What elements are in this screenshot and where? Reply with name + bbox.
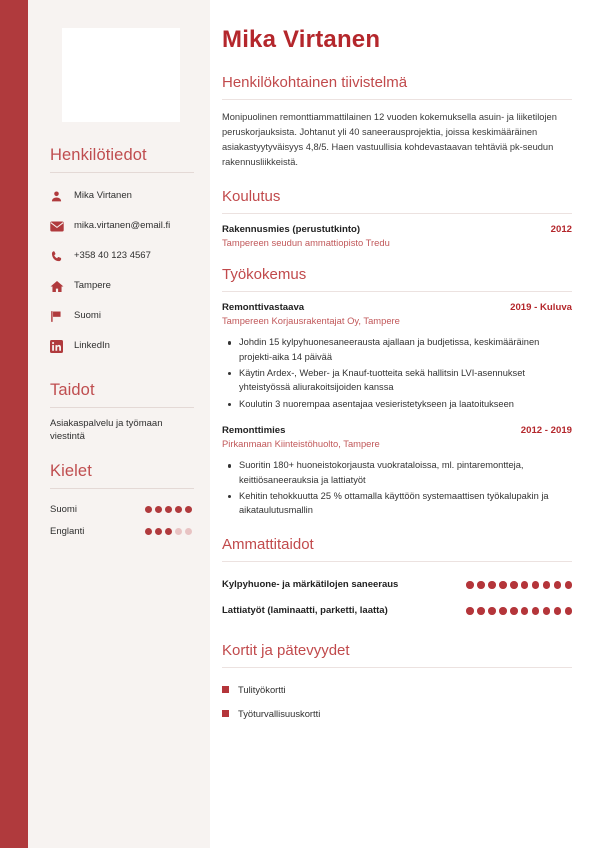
person-icon [50, 190, 72, 203]
certificate-label: Työturvallisuuskortti [238, 708, 321, 720]
section-experience [222, 266, 572, 518]
rating-dot-empty [175, 528, 182, 535]
section-divider-professional-skills [222, 561, 572, 562]
home-icon [50, 280, 72, 293]
section-heading-professional-skills: Ammattitaidot [222, 535, 314, 553]
list-item: Suoritin 180+ huoneistokorjausta vuokrataloissa, ml. pintaremontteja, keittiösaneerauksia ja lattiatyöt [222, 458, 572, 487]
section-divider-education [222, 213, 572, 214]
section-divider-summary [222, 99, 572, 100]
language-row [50, 521, 192, 543]
section-divider-certificates [222, 667, 572, 668]
experience-employer: Tampereen Korjausrakentajat Oy, Tampere [222, 315, 400, 327]
main-content [210, 0, 600, 848]
rating-dot-empty [185, 528, 192, 535]
language-name: Suomi [50, 504, 77, 516]
contact-linkedin-text: LinkedIn [74, 339, 110, 351]
education-title: Rakennusmies (perustutkinto) [222, 224, 361, 236]
square-bullet-icon [222, 686, 229, 693]
experience-date: 2012 - 2019 [520, 425, 572, 437]
rating-dot-filled [175, 506, 182, 513]
sidebar-divider-skills [50, 407, 194, 408]
professional-skill-row [222, 598, 572, 624]
sidebar-heading-skills: Taidot [50, 381, 95, 399]
rating-dot-filled [532, 581, 540, 589]
rating-dot-filled [145, 528, 152, 535]
rating-dot-filled [532, 607, 540, 615]
section-divider-experience [222, 291, 572, 292]
list-item: Kehitin tehokkuutta 25 % ottamalla käyttöön systemaattisen työkalupakin ja aikataulutusmallin [222, 489, 572, 518]
professional-skill-name: Lattiatyöt (laminaatti, parketti, laatta) [222, 605, 388, 617]
rating-dot-filled [521, 607, 529, 615]
rating-dot-filled [543, 581, 551, 589]
contact-name-text: Mika Virtanen [74, 189, 132, 201]
rating-dot-filled [510, 607, 518, 615]
contact-row-linkedin[interactable] [50, 333, 196, 359]
section-heading-certificates: Kortit ja pätevyydet [222, 641, 350, 659]
education-entry [222, 224, 572, 248]
contact-row-location [50, 273, 196, 299]
square-bullet-icon [222, 710, 229, 717]
rating-dot-filled [165, 528, 172, 535]
contact-row-phone[interactable] [50, 243, 196, 269]
section-education [222, 188, 572, 248]
contact-row-name [50, 183, 196, 209]
rating-dot-filled [165, 506, 172, 513]
phone-icon [50, 250, 72, 263]
professional-skill-rating-dots [466, 607, 572, 615]
language-row [50, 499, 192, 521]
experience-entry [222, 302, 572, 411]
contact-nationality-text: Suomi [74, 309, 101, 321]
language-name: Englanti [50, 526, 85, 538]
section-professional-skills [222, 536, 572, 624]
sidebar-divider-languages [50, 488, 194, 489]
experience-title: Remonttimies [222, 425, 286, 437]
certificate-row [222, 702, 572, 726]
sidebar-skills-text: Asiakaspalvelu ja työmaan viestintä [50, 418, 163, 442]
rating-dot-filled [466, 581, 474, 589]
contact-location-text: Tampere [74, 279, 111, 291]
rating-dot-filled [565, 607, 573, 615]
experience-bullet-list [222, 458, 572, 518]
contact-row-email[interactable] [50, 213, 196, 239]
education-institution: Tampereen seudun ammattiopisto Tredu [222, 237, 390, 249]
section-heading-education: Koulutus [222, 188, 281, 206]
experience-entry-head [222, 425, 572, 436]
rating-dot-filled [521, 581, 529, 589]
rating-dot-filled [477, 581, 485, 589]
rating-dot-filled [510, 581, 518, 589]
profile-photo-placeholder [62, 28, 180, 122]
experience-title: Remonttivastaava [222, 302, 305, 314]
rating-dot-filled [543, 607, 551, 615]
experience-bullet-list [222, 335, 572, 411]
rating-dot-filled [488, 607, 496, 615]
contact-list [50, 183, 196, 359]
rating-dot-filled [499, 581, 507, 589]
contact-row-nationality [50, 303, 196, 329]
rating-dot-filled [466, 607, 474, 615]
rating-dot-filled [155, 528, 162, 535]
professional-skill-row [222, 572, 572, 598]
professional-skill-name: Kylpyhuone- ja märkätilojen saneeraus [222, 579, 399, 591]
rating-dot-filled [554, 607, 562, 615]
section-heading-experience: Työkokemus [222, 266, 307, 284]
rating-dot-filled [477, 607, 485, 615]
page-title: Mika Virtanen [222, 26, 381, 53]
summary-text: Monipuolinen remonttiammattilainen 12 vuoden kokemuksella asuin- ja liiketilojen peruskorjauksista. Johtanut yli 40 saneerausprojektia, joissa keskimääräinen asiakastyytyväisyys 4,8/5. Haen vastuullisia kohdevastaavan tehtäviä pk-seudun rakennusliikkeistä. [222, 112, 557, 168]
contact-email-text: mika.virtanen@email.fi [74, 219, 171, 231]
language-rating-dots [145, 506, 192, 513]
rating-dot-filled [145, 506, 152, 513]
flag-icon [50, 310, 72, 323]
rating-dot-filled [554, 581, 562, 589]
sidebar [28, 0, 210, 848]
experience-entry [222, 425, 572, 518]
education-date: 2012 [550, 224, 572, 236]
rating-dot-filled [155, 506, 162, 513]
education-entry-head [222, 224, 572, 235]
professional-skill-rating-dots [466, 581, 572, 589]
rating-dot-filled [499, 607, 507, 615]
contact-phone-text: +358 40 123 4567 [74, 249, 151, 261]
section-heading-summary: Henkilökohtainen tiivistelmä [222, 74, 408, 91]
section-summary [222, 74, 572, 170]
sidebar-divider-personal-info [50, 172, 194, 173]
list-item: Koulutin 3 nuorempaa asentajaa vesieristetykseen ja laatoitukseen [222, 397, 572, 411]
experience-employer: Pirkanmaan Kiinteistöhuolto, Tampere [222, 438, 380, 450]
certificate-row [222, 678, 572, 702]
accent-stripe [0, 0, 28, 848]
experience-date: 2019 - Kuluva [510, 302, 572, 314]
experience-entry-head [222, 302, 572, 313]
sidebar-heading-languages: Kielet [50, 461, 92, 480]
list-item: Käytin Ardex-, Weber- ja Knauf-tuotteita sekä hallitsin LVI-asennukset yhteistyössä aliurakoitsijoiden kanssa [222, 366, 572, 395]
sidebar-heading-personal-info: Henkilötiedot [50, 146, 147, 164]
list-item: Johdin 15 kylpyhuonesaneerausta ajallaan ja budjetissa, keskimääräinen projekti-aika 14 päivää [222, 335, 572, 364]
rating-dot-filled [185, 506, 192, 513]
certificate-label: Tulityökortti [238, 684, 286, 696]
envelope-icon [50, 221, 72, 232]
section-certificates [222, 642, 572, 726]
rating-dot-filled [565, 581, 573, 589]
linkedin-icon [50, 340, 72, 353]
language-list [44, 499, 196, 543]
rating-dot-filled [488, 581, 496, 589]
language-rating-dots [145, 528, 192, 535]
